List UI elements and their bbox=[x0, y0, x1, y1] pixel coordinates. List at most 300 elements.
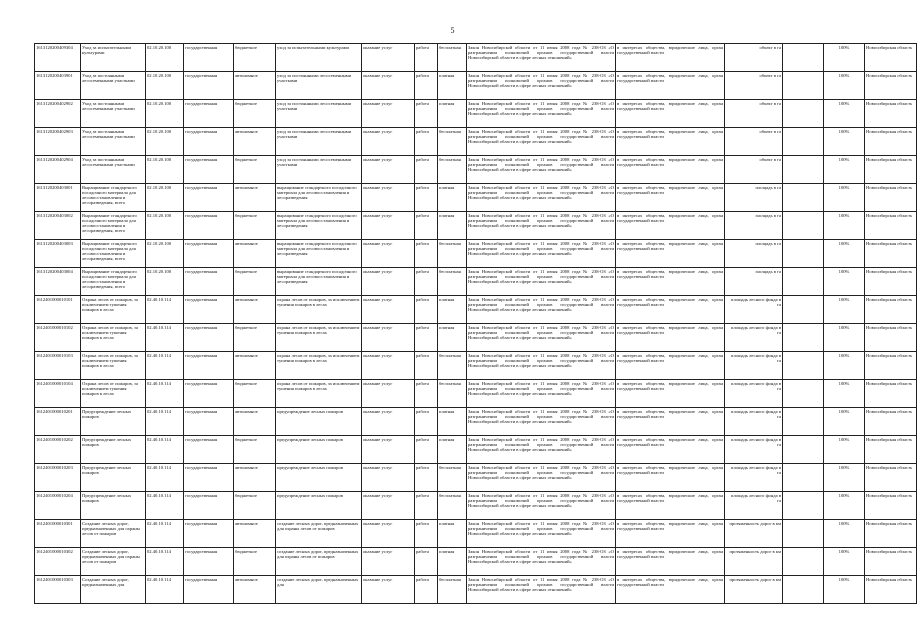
consumers-cell: в интересах общества, юридические лица, орган государственной власти bbox=[616, 324, 725, 352]
blank-cell bbox=[783, 212, 824, 240]
legal-basis-cell: Закон Новосибирской области от 11 июня 2008 года № 238-ОЗ «О разграничении полномочий органов государственной власти Новосибирской области в сфере лесных отношений» bbox=[467, 380, 616, 408]
service-form-cell: оказание услуг bbox=[362, 184, 415, 212]
percent-cell: 100% bbox=[824, 436, 865, 464]
service-form-cell: оказание услуг bbox=[362, 436, 415, 464]
okved-code-cell: 02.10.20.100 bbox=[146, 240, 184, 268]
percent-cell: 100% bbox=[824, 212, 865, 240]
percent-cell: 100% bbox=[824, 156, 865, 184]
consumers-cell: в интересах общества, юридические лица, орган государственной власти bbox=[616, 128, 725, 156]
unit-cell: площадь в га bbox=[725, 268, 783, 296]
okved-code-cell: 02.40.10.114 bbox=[146, 576, 184, 604]
ownership-cell: государственная bbox=[184, 296, 234, 324]
table-row bbox=[35, 548, 917, 576]
table-row bbox=[35, 100, 917, 128]
unit-cell: протяженность дорог в км bbox=[725, 548, 783, 576]
service-kind-cell: работа bbox=[415, 44, 438, 72]
service-name-cell: Уход за испытательными культурами bbox=[81, 44, 146, 72]
service-code-cell: 1612401000010301 bbox=[35, 520, 81, 548]
region-cell: Новосибирская область bbox=[865, 296, 917, 324]
service-kind-cell: работа bbox=[415, 436, 438, 464]
ownership-cell: государственная bbox=[184, 44, 234, 72]
legal-basis-cell: Закон Новосибирской области от 11 июня 2008 года № 238-ОЗ «О разграничении полномочий органов государственной власти Новосибирской области в сфере лесных отношений» bbox=[467, 72, 616, 100]
service-name-cell: Охрана лесов от пожаров, за исключением тушения пожаров в лесах bbox=[81, 380, 146, 408]
service-content-cell: предупреждение лесных пожаров bbox=[276, 408, 362, 436]
service-code-cell: 1613120200409304 bbox=[35, 44, 81, 72]
legal-basis-cell: Закон Новосибирской области от 11 июня 2008 года № 238-ОЗ «О разграничении полномочий органов государственной власти Новосибирской области в сфере лесных отношений» bbox=[467, 212, 616, 240]
institution-type-cell: автономное bbox=[234, 408, 276, 436]
table-row bbox=[35, 436, 917, 464]
payment-cell: платная bbox=[438, 324, 467, 352]
region-cell: Новосибирская область bbox=[865, 436, 917, 464]
percent-cell: 100% bbox=[824, 44, 865, 72]
okved-code-cell: 02.10.20.100 bbox=[146, 212, 184, 240]
legal-basis-cell: Закон Новосибирской области от 11 июня 2008 года № 238-ОЗ «О разграничении полномочий органов государственной власти Новосибирской области в сфере лесных отношений» bbox=[467, 44, 616, 72]
payment-cell: платная bbox=[438, 100, 467, 128]
service-name-cell: Предупреждение лесных пожаров bbox=[81, 464, 146, 492]
okved-code-cell: 02.40.10.114 bbox=[146, 296, 184, 324]
service-form-cell: оказание услуг bbox=[362, 576, 415, 604]
service-kind-cell: работа bbox=[415, 408, 438, 436]
region-cell: Новосибирская область bbox=[865, 240, 917, 268]
payment-cell: платная bbox=[438, 184, 467, 212]
okved-code-cell: 02.40.10.114 bbox=[146, 520, 184, 548]
service-content-cell: уход за постоянными лесосеменными участками bbox=[276, 100, 362, 128]
legal-basis-cell: Закон Новосибирской области от 11 июня 2008 года № 238-ОЗ «О разграничении полномочий органов государственной власти Новосибирской области в сфере лесных отношений» bbox=[467, 268, 616, 296]
service-code-cell: 1612401000010203 bbox=[35, 464, 81, 492]
percent-cell: 100% bbox=[824, 520, 865, 548]
percent-cell: 100% bbox=[824, 268, 865, 296]
blank-cell bbox=[783, 436, 824, 464]
blank-cell bbox=[783, 324, 824, 352]
percent-cell: 100% bbox=[824, 240, 865, 268]
percent-cell: 100% bbox=[824, 184, 865, 212]
institution-type-cell: автономное bbox=[234, 576, 276, 604]
table-row bbox=[35, 268, 917, 296]
table-row bbox=[35, 520, 917, 548]
region-cell: Новосибирская область bbox=[865, 212, 917, 240]
service-kind-cell: работа bbox=[415, 240, 438, 268]
table-row bbox=[35, 352, 917, 380]
region-cell: Новосибирская область bbox=[865, 576, 917, 604]
unit-cell: площадь в га bbox=[725, 240, 783, 268]
percent-cell: 100% bbox=[824, 464, 865, 492]
consumers-cell: в интересах общества, юридические лица, орган государственной власти bbox=[616, 240, 725, 268]
unit-cell: площадь лесного фонда в га bbox=[725, 436, 783, 464]
consumers-cell: в интересах общества, юридические лица, орган государственной власти bbox=[616, 156, 725, 184]
service-content-cell: выращивание стандартного посадочного материала для лесовосстановления и лесоразведения bbox=[276, 240, 362, 268]
region-cell: Новосибирская область bbox=[865, 128, 917, 156]
service-name-cell: Предупреждение лесных пожаров bbox=[81, 408, 146, 436]
institution-type-cell: автономное bbox=[234, 72, 276, 100]
unit-cell: площадь лесного фонда в га bbox=[725, 464, 783, 492]
payment-cell: платная bbox=[438, 296, 467, 324]
consumers-cell: в интересах общества, юридические лица, орган государственной власти bbox=[616, 380, 725, 408]
service-name-cell: Создание лесных дорог, предназначенных для охраны лесов от пожаров bbox=[81, 548, 146, 576]
table-row bbox=[35, 184, 917, 212]
region-cell: Новосибирская область bbox=[865, 492, 917, 520]
okved-code-cell: 02.40.10.114 bbox=[146, 408, 184, 436]
service-kind-cell: работа bbox=[415, 100, 438, 128]
service-name-cell: Уход за постоянными лесосеменными участками bbox=[81, 100, 146, 128]
ownership-cell: государственная bbox=[184, 212, 234, 240]
legal-basis-cell: Закон Новосибирской области от 11 июня 2008 года № 238-ОЗ «О разграничении полномочий органов государственной власти Новосибирской области в сфере лесных отношений» bbox=[467, 492, 616, 520]
service-kind-cell: работа bbox=[415, 296, 438, 324]
institution-type-cell: автономное bbox=[234, 128, 276, 156]
service-kind-cell: работа bbox=[415, 576, 438, 604]
okved-code-cell: 02.40.10.114 bbox=[146, 548, 184, 576]
service-name-cell: Выращивание стандартного посадочного материала для лесовосстановления и лесоразведения, всего bbox=[81, 212, 146, 240]
service-content-cell: охрана лесов от пожаров, за исключением тушения пожаров в лесах bbox=[276, 296, 362, 324]
ownership-cell: государственная bbox=[184, 324, 234, 352]
region-cell: Новосибирская область bbox=[865, 408, 917, 436]
okved-code-cell: 02.10.20.100 bbox=[146, 268, 184, 296]
unit-cell: объект в га bbox=[725, 128, 783, 156]
service-content-cell: предупреждение лесных пожаров bbox=[276, 464, 362, 492]
service-content-cell: уход за постоянными лесосеменными участками bbox=[276, 72, 362, 100]
consumers-cell: в интересах общества, юридические лица, орган государственной власти bbox=[616, 464, 725, 492]
service-kind-cell: работа bbox=[415, 380, 438, 408]
unit-cell: площадь лесного фонда в га bbox=[725, 324, 783, 352]
institution-type-cell: бюджетное bbox=[234, 492, 276, 520]
service-name-cell: Предупреждение лесных пожаров bbox=[81, 492, 146, 520]
region-cell: Новосибирская область bbox=[865, 380, 917, 408]
service-kind-cell: работа bbox=[415, 268, 438, 296]
legal-basis-cell: Закон Новосибирской области от 11 июня 2008 года № 238-ОЗ «О разграничении полномочий органов государственной власти Новосибирской области в сфере лесных отношений» bbox=[467, 436, 616, 464]
region-cell: Новосибирская область bbox=[865, 72, 917, 100]
legal-basis-cell: Закон Новосибирской области от 11 июня 2008 года № 238-ОЗ «О разграничении полномочий органов государственной власти Новосибирской области в сфере лесных отношений» bbox=[467, 464, 616, 492]
okved-code-cell: 02.40.10.114 bbox=[146, 436, 184, 464]
service-name-cell: Создание лесных дорог, предназначенных для bbox=[81, 576, 146, 604]
service-form-cell: оказание услуг bbox=[362, 128, 415, 156]
blank-cell bbox=[783, 240, 824, 268]
service-form-cell: оказание услуг bbox=[362, 268, 415, 296]
legal-basis-cell: Закон Новосибирской области от 11 июня 2008 года № 238-ОЗ «О разграничении полномочий органов государственной власти Новосибирской области в сфере лесных отношений» bbox=[467, 240, 616, 268]
service-name-cell: Уход за постоянными лесосеменными участками bbox=[81, 128, 146, 156]
unit-cell: площадь лесного фонда в га bbox=[725, 492, 783, 520]
payment-cell: платная bbox=[438, 548, 467, 576]
unit-cell: площадь лесного фонда в га bbox=[725, 352, 783, 380]
service-code-cell: 1613120200402903 bbox=[35, 128, 81, 156]
payment-cell: платная bbox=[438, 408, 467, 436]
payment-cell: бесплатная bbox=[438, 44, 467, 72]
service-code-cell: 1612401000010201 bbox=[35, 408, 81, 436]
legal-basis-cell: Закон Новосибирской области от 11 июня 2008 года № 238-ОЗ «О разграничении полномочий органов государственной власти Новосибирской области в сфере лесных отношений» bbox=[467, 296, 616, 324]
service-form-cell: оказание услуг bbox=[362, 72, 415, 100]
legal-basis-cell: Закон Новосибирской области от 11 июня 2008 года № 238-ОЗ «О разграничении полномочий органов государственной власти Новосибирской области в сфере лесных отношений» bbox=[467, 100, 616, 128]
ownership-cell: государственная bbox=[184, 492, 234, 520]
unit-cell: площадь лесного фонда в га bbox=[725, 296, 783, 324]
ownership-cell: государственная bbox=[184, 380, 234, 408]
percent-cell: 100% bbox=[824, 296, 865, 324]
page-number: 5 bbox=[450, 26, 455, 35]
consumers-cell: в интересах общества, юридические лица, орган государственной власти bbox=[616, 492, 725, 520]
institution-type-cell: бюджетное bbox=[234, 156, 276, 184]
payment-cell: платная bbox=[438, 436, 467, 464]
service-name-cell: Охрана лесов от пожаров, за исключением тушения пожаров в лесах bbox=[81, 352, 146, 380]
institution-type-cell: бюджетное bbox=[234, 548, 276, 576]
service-form-cell: оказание услуг bbox=[362, 464, 415, 492]
legal-basis-cell: Закон Новосибирской области от 11 июня 2008 года № 238-ОЗ «О разграничении полномочий органов государственной власти Новосибирской области в сфере лесных отношений» bbox=[467, 128, 616, 156]
service-kind-cell: работа bbox=[415, 184, 438, 212]
blank-cell bbox=[783, 184, 824, 212]
unit-cell: протяженность дорог в км bbox=[725, 520, 783, 548]
region-cell: Новосибирская область bbox=[865, 184, 917, 212]
region-cell: Новосибирская область bbox=[865, 548, 917, 576]
blank-cell bbox=[783, 548, 824, 576]
service-name-cell: Выращивание стандартного посадочного материала для лесовосстановления и лесоразведения, всего bbox=[81, 240, 146, 268]
percent-cell: 100% bbox=[824, 72, 865, 100]
percent-cell: 100% bbox=[824, 324, 865, 352]
institution-type-cell: автономное bbox=[234, 296, 276, 324]
table-row bbox=[35, 128, 917, 156]
ownership-cell: государственная bbox=[184, 576, 234, 604]
institution-type-cell: бюджетное bbox=[234, 100, 276, 128]
blank-cell bbox=[783, 72, 824, 100]
payment-cell: бесплатная bbox=[438, 464, 467, 492]
percent-cell: 100% bbox=[824, 492, 865, 520]
payment-cell: платная bbox=[438, 72, 467, 100]
payment-cell: бесплатная bbox=[438, 268, 467, 296]
institution-type-cell: бюджетное bbox=[234, 268, 276, 296]
blank-cell bbox=[783, 268, 824, 296]
blank-cell bbox=[783, 408, 824, 436]
okved-code-cell: 02.10.20.100 bbox=[146, 128, 184, 156]
consumers-cell: в интересах общества, юридические лица, орган государственной власти bbox=[616, 436, 725, 464]
unit-cell: объект в га bbox=[725, 72, 783, 100]
ownership-cell: государственная bbox=[184, 464, 234, 492]
ownership-cell: государственная bbox=[184, 156, 234, 184]
consumers-cell: в интересах общества, юридические лица, орган государственной власти bbox=[616, 268, 725, 296]
ownership-cell: государственная bbox=[184, 408, 234, 436]
service-code-cell: 1613120200403004 bbox=[35, 268, 81, 296]
blank-cell bbox=[783, 520, 824, 548]
ownership-cell: государственная bbox=[184, 240, 234, 268]
service-content-cell: создание лесных дорог, предназначенных для bbox=[276, 576, 362, 604]
service-form-cell: оказание услуг bbox=[362, 156, 415, 184]
region-cell: Новосибирская область bbox=[865, 324, 917, 352]
consumers-cell: в интересах общества, юридические лица, орган государственной власти bbox=[616, 408, 725, 436]
blank-cell bbox=[783, 380, 824, 408]
service-form-cell: оказание услуг bbox=[362, 240, 415, 268]
service-form-cell: оказание услуг bbox=[362, 296, 415, 324]
percent-cell: 100% bbox=[824, 380, 865, 408]
blank-cell bbox=[783, 464, 824, 492]
okved-code-cell: 02.10.20.100 bbox=[146, 156, 184, 184]
service-content-cell: предупреждение лесных пожаров bbox=[276, 436, 362, 464]
service-kind-cell: работа bbox=[415, 156, 438, 184]
okved-code-cell: 02.40.10.114 bbox=[146, 352, 184, 380]
service-content-cell: создание лесных дорог, предназначенных для охраны лесов от пожаров bbox=[276, 548, 362, 576]
service-kind-cell: работа bbox=[415, 492, 438, 520]
blank-cell bbox=[783, 492, 824, 520]
consumers-cell: в интересах общества, юридические лица, орган государственной власти bbox=[616, 100, 725, 128]
region-cell: Новосибирская область bbox=[865, 464, 917, 492]
table-row bbox=[35, 380, 917, 408]
service-kind-cell: работа bbox=[415, 352, 438, 380]
institution-type-cell: автономное bbox=[234, 240, 276, 268]
service-code-cell: 1613120200403001 bbox=[35, 184, 81, 212]
service-content-cell: выращивание стандартного посадочного материала для лесовосстановления и лесоразведения bbox=[276, 268, 362, 296]
table-row bbox=[35, 72, 917, 100]
service-name-cell: Создание лесных дорог, предназначенных для охраны лесов от пожаров bbox=[81, 520, 146, 548]
payment-cell: бесплатная bbox=[438, 240, 467, 268]
service-name-cell: Охрана лесов от пожаров, за исключением тушения пожаров в лесах bbox=[81, 324, 146, 352]
region-cell: Новосибирская область bbox=[865, 520, 917, 548]
service-kind-cell: работа bbox=[415, 128, 438, 156]
service-kind-cell: работа bbox=[415, 464, 438, 492]
service-name-cell: Уход за постоянными лесосеменными участками bbox=[81, 72, 146, 100]
unit-cell: объект в га bbox=[725, 44, 783, 72]
service-name-cell: Охрана лесов от пожаров, за исключением тушения пожаров в лесах bbox=[81, 296, 146, 324]
region-cell: Новосибирская область bbox=[865, 268, 917, 296]
table-row bbox=[35, 44, 917, 72]
service-content-cell: охрана лесов от пожаров, за исключением тушения пожаров в лесах bbox=[276, 352, 362, 380]
percent-cell: 100% bbox=[824, 352, 865, 380]
service-name-cell: Уход за постоянными лесосеменными участками bbox=[81, 156, 146, 184]
service-code-cell: 1612401000010104 bbox=[35, 380, 81, 408]
service-form-cell: оказание услуг bbox=[362, 324, 415, 352]
legal-basis-cell: Закон Новосибирской области от 11 июня 2008 года № 238-ОЗ «О разграничении полномочий органов государственной власти Новосибирской области в сфере лесных отношений» bbox=[467, 352, 616, 380]
percent-cell: 100% bbox=[824, 408, 865, 436]
institution-type-cell: автономное bbox=[234, 184, 276, 212]
table-row bbox=[35, 464, 917, 492]
blank-cell bbox=[783, 576, 824, 604]
table-row bbox=[35, 576, 917, 604]
ownership-cell: государственная bbox=[184, 100, 234, 128]
unit-cell: площадь в га bbox=[725, 212, 783, 240]
consumers-cell: в интересах общества, юридические лица, орган государственной власти bbox=[616, 520, 725, 548]
service-form-cell: оказание услуг bbox=[362, 548, 415, 576]
legal-basis-cell: Закон Новосибирской области от 11 июня 2008 года № 238-ОЗ «О разграничении полномочий органов государственной власти Новосибирской области в сфере лесных отношений» bbox=[467, 520, 616, 548]
payment-cell: бесплатная bbox=[438, 492, 467, 520]
service-code-cell: 1612401000010303 bbox=[35, 576, 81, 604]
service-code-cell: 1613120200403003 bbox=[35, 240, 81, 268]
ownership-cell: государственная bbox=[184, 184, 234, 212]
consumers-cell: в интересах общества, юридические лица, орган государственной власти bbox=[616, 184, 725, 212]
unit-cell: протяженность дорог в км bbox=[725, 576, 783, 604]
legal-basis-cell: Закон Новосибирской области от 11 июня 2008 года № 238-ОЗ «О разграничении полномочий органов государственной власти Новосибирской области в сфере лесных отношений» bbox=[467, 184, 616, 212]
payment-cell: бесплатная bbox=[438, 156, 467, 184]
service-form-cell: оказание услуг bbox=[362, 520, 415, 548]
service-code-cell: 1612401000010202 bbox=[35, 436, 81, 464]
table-row bbox=[35, 156, 917, 184]
blank-cell bbox=[783, 44, 824, 72]
payment-cell: бесплатная bbox=[438, 128, 467, 156]
ownership-cell: государственная bbox=[184, 520, 234, 548]
payment-cell: бесплатная bbox=[438, 380, 467, 408]
legal-basis-cell: Закон Новосибирской области от 11 июня 2008 года № 238-ОЗ «О разграничении полномочий органов государственной власти Новосибирской области в сфере лесных отношений» bbox=[467, 156, 616, 184]
blank-cell bbox=[783, 352, 824, 380]
service-kind-cell: работа bbox=[415, 324, 438, 352]
ownership-cell: государственная bbox=[184, 548, 234, 576]
service-kind-cell: работа bbox=[415, 212, 438, 240]
percent-cell: 100% bbox=[824, 576, 865, 604]
blank-cell bbox=[783, 156, 824, 184]
service-content-cell: уход за постоянными лесосеменными участками bbox=[276, 128, 362, 156]
percent-cell: 100% bbox=[824, 100, 865, 128]
service-form-cell: оказание услуг bbox=[362, 212, 415, 240]
region-cell: Новосибирская область bbox=[865, 100, 917, 128]
service-form-cell: оказание услуг bbox=[362, 100, 415, 128]
institution-type-cell: бюджетное bbox=[234, 436, 276, 464]
service-code-cell: 1612401000010101 bbox=[35, 296, 81, 324]
consumers-cell: в интересах общества, юридические лица, орган государственной власти bbox=[616, 44, 725, 72]
service-content-cell: охрана лесов от пожаров, за исключением тушения пожаров в лесах bbox=[276, 380, 362, 408]
service-content-cell: уход за постоянными лесосеменными участками bbox=[276, 156, 362, 184]
okved-code-cell: 02.40.10.114 bbox=[146, 380, 184, 408]
table-row bbox=[35, 408, 917, 436]
service-code-cell: 1613120200403901 bbox=[35, 72, 81, 100]
okved-code-cell: 02.10.20.100 bbox=[146, 44, 184, 72]
unit-cell: объект в га bbox=[725, 100, 783, 128]
ownership-cell: государственная bbox=[184, 72, 234, 100]
table-row bbox=[35, 296, 917, 324]
service-content-cell: предупреждение лесных пожаров bbox=[276, 492, 362, 520]
unit-cell: площадь в га bbox=[725, 184, 783, 212]
institution-type-cell: бюджетное bbox=[234, 212, 276, 240]
payment-cell: платная bbox=[438, 212, 467, 240]
service-content-cell: выращивание стандартного посадочного материала для лесовосстановления и лесоразведения bbox=[276, 212, 362, 240]
institution-type-cell: бюджетное bbox=[234, 44, 276, 72]
payment-cell: бесплатная bbox=[438, 576, 467, 604]
service-code-cell: 1613120200402904 bbox=[35, 156, 81, 184]
service-code-cell: 1613120200402902 bbox=[35, 100, 81, 128]
consumers-cell: в интересах общества, юридические лица, орган государственной власти bbox=[616, 296, 725, 324]
region-cell: Новосибирская область bbox=[865, 156, 917, 184]
blank-cell bbox=[783, 296, 824, 324]
ownership-cell: государственная bbox=[184, 352, 234, 380]
institution-type-cell: автономное bbox=[234, 520, 276, 548]
consumers-cell: в интересах общества, юридические лица, орган государственной власти bbox=[616, 212, 725, 240]
service-code-cell: 1612401000010103 bbox=[35, 352, 81, 380]
region-cell: Новосибирская область bbox=[865, 352, 917, 380]
service-name-cell: Выращивание стандартного посадочного материала для лесовосстановления и лесоразведения, всего bbox=[81, 268, 146, 296]
service-form-cell: оказание услуг bbox=[362, 492, 415, 520]
okved-code-cell: 02.10.20.100 bbox=[146, 100, 184, 128]
okved-code-cell: 02.10.20.100 bbox=[146, 72, 184, 100]
institution-type-cell: бюджетное bbox=[234, 380, 276, 408]
payment-cell: бесплатная bbox=[438, 352, 467, 380]
unit-cell: объект в га bbox=[725, 156, 783, 184]
percent-cell: 100% bbox=[824, 128, 865, 156]
ownership-cell: государственная bbox=[184, 128, 234, 156]
service-form-cell: оказание услуг bbox=[362, 44, 415, 72]
service-name-cell: Предупреждение лесных пожаров bbox=[81, 436, 146, 464]
unit-cell: площадь лесного фонда в га bbox=[725, 380, 783, 408]
blank-cell bbox=[783, 128, 824, 156]
service-code-cell: 1613120200403002 bbox=[35, 212, 81, 240]
service-content-cell: выращивание стандартного посадочного материала для лесовосстановления и лесоразведения bbox=[276, 184, 362, 212]
consumers-cell: в интересах общества, юридические лица, орган государственной власти bbox=[616, 352, 725, 380]
consumers-cell: в интересах общества, юридические лица, орган государственной власти bbox=[616, 576, 725, 604]
percent-cell: 100% bbox=[824, 548, 865, 576]
blank-cell bbox=[783, 100, 824, 128]
okved-code-cell: 02.40.10.114 bbox=[146, 492, 184, 520]
okved-code-cell: 02.40.10.114 bbox=[146, 324, 184, 352]
legal-basis-cell: Закон Новосибирской области от 11 июня 2008 года № 238-ОЗ «О разграничении полномочий органов государственной власти Новосибирской области в сфере лесных отношений» bbox=[467, 408, 616, 436]
legal-basis-cell: Закон Новосибирской области от 11 июня 2008 года № 238-ОЗ «О разграничении полномочий органов государственной власти Новосибирской области в сфере лесных отношений» bbox=[467, 324, 616, 352]
service-kind-cell: работа bbox=[415, 548, 438, 576]
service-content-cell: уход за испытательными культурами bbox=[276, 44, 362, 72]
okved-code-cell: 02.10.20.100 bbox=[146, 184, 184, 212]
service-kind-cell: работа bbox=[415, 72, 438, 100]
table-row bbox=[35, 240, 917, 268]
service-form-cell: оказание услуг bbox=[362, 380, 415, 408]
legal-basis-cell: Закон Новосибирской области от 11 июня 2008 года № 238-ОЗ «О разграничении полномочий органов государственной власти Новосибирской области в сфере лесных отношений» bbox=[467, 576, 616, 604]
ownership-cell: государственная bbox=[184, 268, 234, 296]
service-content-cell: создание лесных дорог, предназначенных для охраны лесов от пожаров bbox=[276, 520, 362, 548]
legal-basis-cell: Закон Новосибирской области от 11 июня 2008 года № 238-ОЗ «О разграничении полномочий органов государственной власти Новосибирской области в сфере лесных отношений» bbox=[467, 548, 616, 576]
